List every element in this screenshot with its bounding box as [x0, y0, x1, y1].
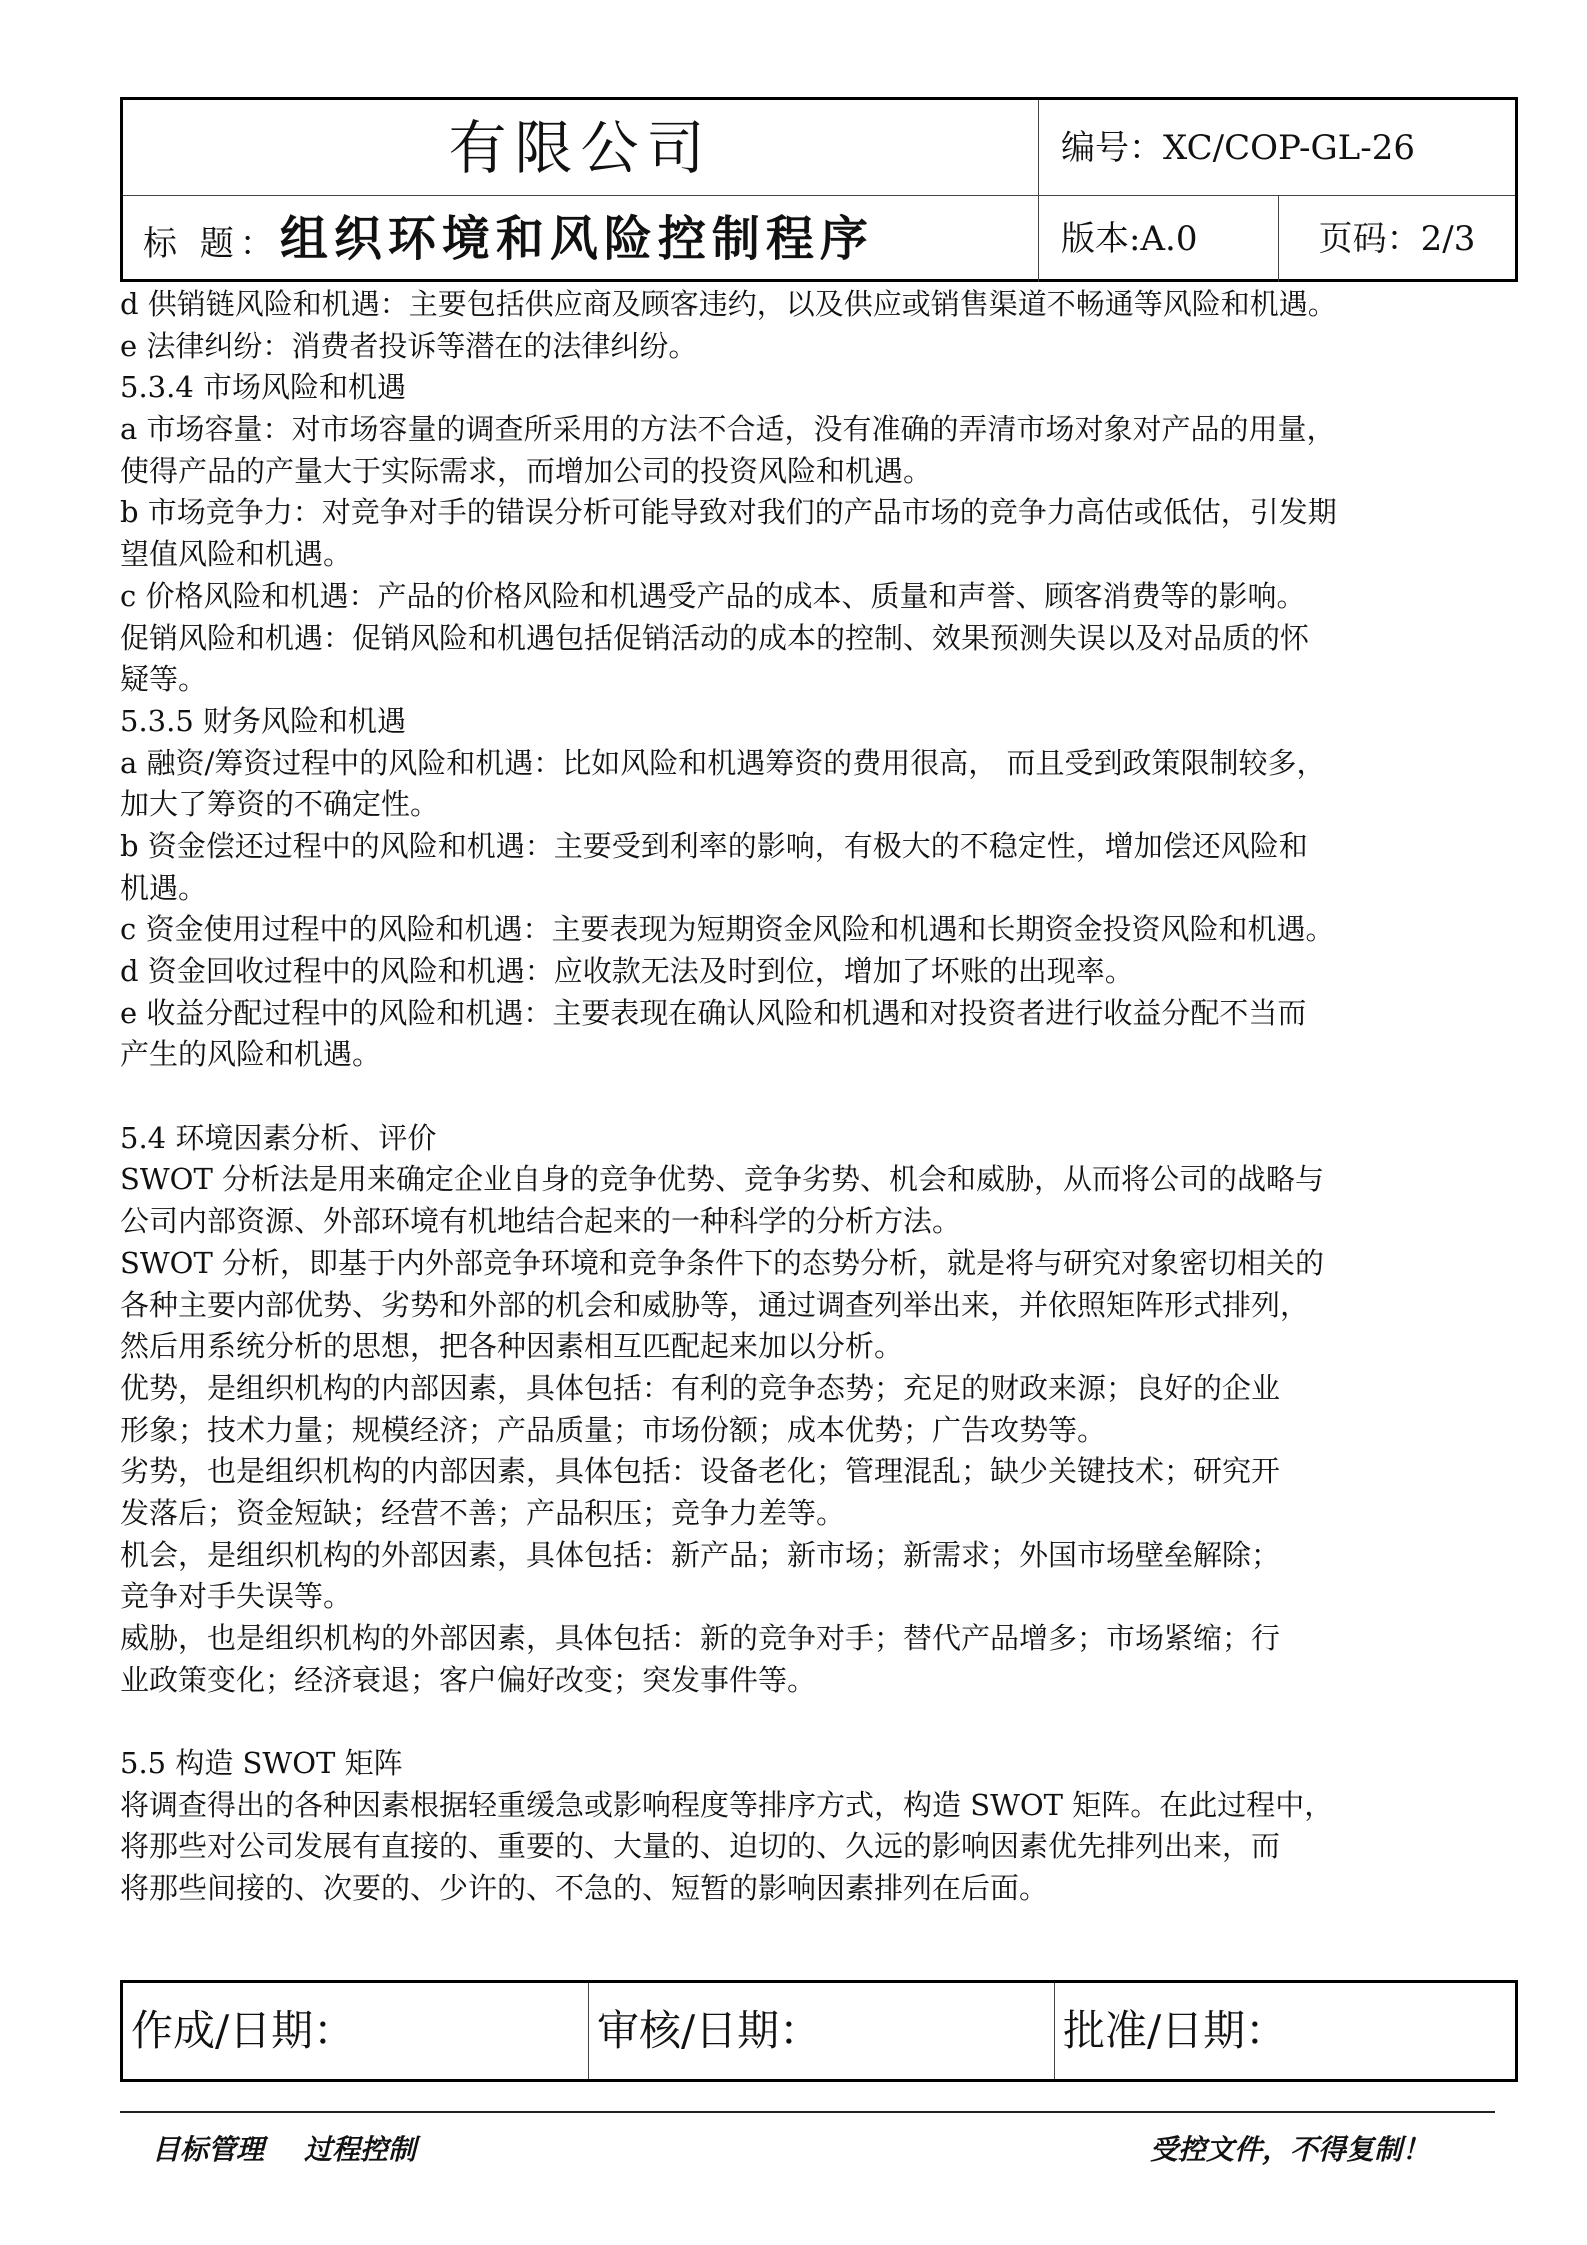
body-line: 5.4 环境因素分析、评价: [120, 1120, 437, 1155]
footer-left: [152, 2128, 416, 2168]
body-line: c 资金使用过程中的风险和机遇：主要表现为短期资金风险和机遇和长期资金投资风险和机遇。: [120, 912, 1335, 947]
body-line: e 法律纠纷：消费者投诉等潜在的法律纠纷。: [120, 328, 698, 363]
body-line: SWOT 分析，即基于内外部竞争环境和竞争条件下的态势分析，就是将与研究对象密切相关的: [120, 1245, 1325, 1280]
body-line: 业政策变化；经济衰退；客户偏好改变；突发事件等。: [120, 1662, 817, 1697]
body-line: 威胁，也是组织机构的外部因素，具体包括：新的竞争对手；替代产品增多；市场紧缩；行: [120, 1621, 1281, 1655]
body-line: 疑等。: [120, 662, 208, 697]
body-line: 将调查得出的各种因素根据轻重缓急或影响程度等排序方式，构造 SWOT 矩阵。在此过程中，: [120, 1787, 1334, 1822]
footer-controlled-notice: 受控文件，不得复制！: [1150, 2133, 1431, 2166]
body-line: a 市场容量：对市场容量的调查所采用的方法不合适，没有准确的弄清市场对象对产品的用量，: [120, 412, 1336, 447]
footer-divider: [120, 2111, 1495, 2113]
body-line: e 收益分配过程中的风险和机遇：主要表现在确认风险和机遇和对投资者进行收益分配不当而: [120, 995, 1307, 1030]
body-line: 竞争对手失误等。: [120, 1579, 353, 1614]
body-line: 形象；技术力量；规模经济；产品质量；市场份额；成本优势；广告攻势等。: [120, 1412, 1107, 1447]
body-line: 机遇。: [120, 870, 208, 905]
footer-label-goal-management: 目标管理: [152, 2133, 265, 2166]
body-line: 产生的风险和机遇。: [120, 1037, 382, 1072]
document-title: 组织环境和风险控制程序: [279, 211, 874, 267]
body-line: a 融资/筹资过程中的风险和机遇：比如风险和机遇筹资的费用很高， 而且受到政策限制较多，: [120, 745, 1326, 780]
body-line: 将那些对公司发展有直接的、重要的、大量的、迫切的、久远的影响因素优先排列出来，而: [120, 1829, 1281, 1864]
title-cell: [123, 196, 1039, 282]
document-header-table: [120, 97, 1518, 282]
body-line: b 资金偿还过程中的风险和机遇：主要受到利率的影响，有极大的不稳定性，增加偿还风险和: [120, 828, 1308, 863]
body-line: b 市场竞争力：对竞争对手的错误分析可能导致对我们的产品市场的竞争力高估或低估，引发期: [120, 495, 1337, 530]
body-line: d 供销链风险和机遇：主要包括供应商及顾客违约，以及供应或销售渠道不畅通等风险和机遇。: [120, 287, 1337, 321]
body-line: 将那些间接的、次要的、少许的、不急的、短暂的影响因素排列在后面。: [120, 1871, 1049, 1906]
body-line: 加大了筹资的不确定性。: [120, 787, 440, 822]
body-line: 各种主要内部优势、劣势和外部的机会和威胁等，通过调查列举出来，并依照矩阵形式排列，: [120, 1287, 1310, 1322]
document-code: 编号：XC/COP-GL-26: [1061, 128, 1415, 168]
body-line: 公司内部资源、外部环境有机地结合起来的一种科学的分析方法。: [120, 1204, 962, 1239]
company-name: 有限公司: [123, 100, 1039, 196]
approved-by-date: 批准/日期：: [1063, 2006, 1288, 2055]
body-line: 使得产品的产量大于实际需求，而增加公司的投资风险和机遇。: [120, 453, 933, 488]
body-line: c 价格风险和机遇：产品的价格风险和机遇受产品的成本、质量和声誉、顾客消费等的影响。: [120, 578, 1306, 613]
body-line: 促销风险和机遇：促销风险和机遇包括促销活动的成本的控制、效果预测失误以及对品质的怀: [120, 620, 1310, 655]
body-line: 5.5 构造 SWOT 矩阵: [120, 1746, 403, 1781]
body-line: 劣势，也是组织机构的内部因素，具体包括：设备老化；管理混乱；缺少关键技术；研究开: [120, 1454, 1281, 1489]
document-version: 版本:A.0: [1039, 196, 1279, 282]
body-line: d 资金回收过程中的风险和机遇：应收款无法及时到位，增加了坏账的出现率。: [120, 954, 1134, 988]
body-line: 发落后；资金短缺；经营不善；产品积压；竞争力差等。: [120, 1495, 846, 1530]
document-body: [120, 284, 1460, 1910]
signature-table: [120, 1980, 1518, 2082]
page-number: 页码：2/3: [1318, 219, 1476, 259]
reviewed-by-date: 审核/日期：: [589, 1983, 1055, 2079]
body-line: 5.3.4 市场风险和机遇: [120, 370, 407, 405]
body-line: 5.3.5 财务风险和机遇: [120, 703, 407, 738]
title-label: 标 题：: [143, 224, 280, 264]
blank-line: [120, 1701, 1460, 1743]
body-line: 机会，是组织机构的外部因素，具体包括：新产品；新市场；新需求；外国市场壁垒解除；: [120, 1537, 1281, 1572]
header-row-1: [123, 100, 1515, 196]
body-line: SWOT 分析法是用来确定企业自身的竞争优势、竞争劣势、机会和威胁，从而将公司的战略与: [120, 1162, 1325, 1197]
blank-line: [120, 1076, 1460, 1118]
body-line: 优势，是组织机构的内部因素，具体包括：有利的竞争态势；充足的财政来源；良好的企业: [120, 1370, 1281, 1405]
body-line: 然后用系统分析的思想，把各种因素相互匹配起来加以分析。: [120, 1329, 904, 1364]
body-line: 望值风险和机遇。: [120, 537, 353, 572]
prepared-by-date: 作成/日期：: [123, 1983, 589, 2079]
footer-label-process-control: 过程控制: [304, 2133, 417, 2166]
header-row-2: [123, 196, 1515, 282]
